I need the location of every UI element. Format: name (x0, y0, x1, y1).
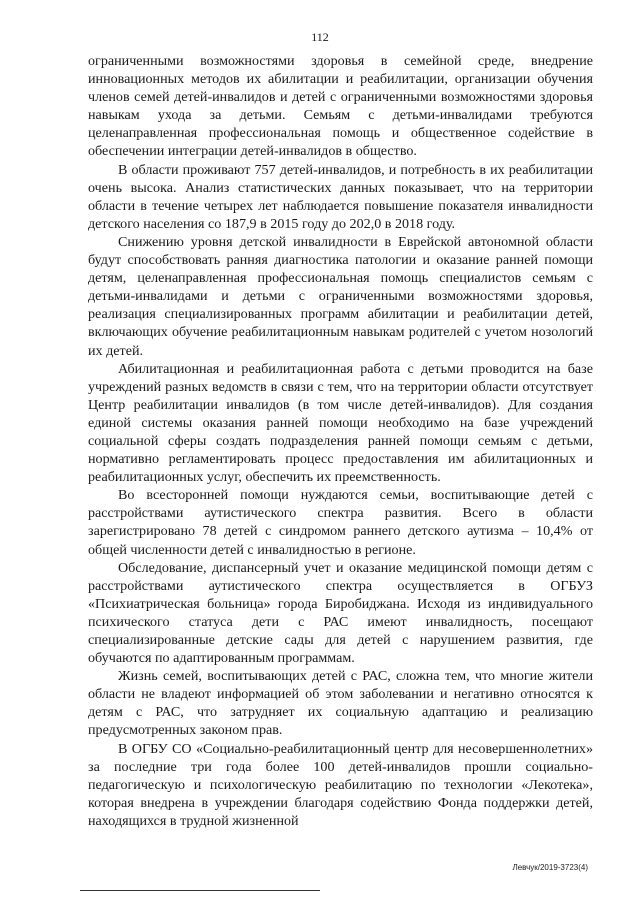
paragraph: В ОГБУ СО «Социально-реабилитационный центр для несовершеннолетних» за последние три года более 100 детей-инвалидов прошли социально-педагогическую и психологическую реабилитацию по технологии «Лекотека», которая внедрена в учреждении благодаря содействию Фонда поддержки детей, находящихся в трудной жизненной (88, 740, 593, 829)
paragraph: Снижению уровня детской инвалидности в Еврейской автономной области будут способствовать ранняя диагностика патологии и оказание ранней помощи детям, целенаправленная профессиональная помощь специалистов семьям с детьми-инвалидами и детьми с ограниченными возможностями здоровья, реализация специализированных программ абилитации и реабилитации детей, включающих обучение реабилитационным навыкам родителей с учетом нозологий их детей. (88, 233, 593, 359)
paragraph: В области проживают 757 детей-инвалидов, и потребность в их реабилитации очень высока. Анализ статистических данных показывает, что на территории области в течение четырех лет наблюдается повышение показателя инвалидности детского населения со 187,9 в 2015 году до 202,0 в 2018 году. (88, 161, 593, 232)
document-code: Левчук/2019-3723(4) (512, 863, 588, 872)
page-number: 112 (311, 30, 329, 44)
footer-divider (80, 890, 320, 891)
paragraph: Жизнь семей, воспитывающих детей с РАС, сложна тем, что многие жители области не владеют информацией об этом заболевании и негативно относятся к детям с РАС, что затрудняет их социальную адаптацию и реализацию предусмотренных законом прав. (88, 668, 593, 739)
paragraph: ограниченными возможностями здоровья в семейной среде, внедрение инновационных методов их абилитации и реабилитации, организации обучения членов семей детей-инвалидов и детей с ограниченными возможностями здоровья навыкам ухода за детьми. Семьям с детьми-инвалидами требуются целенаправленная профессиональная помощь и общественное содействие в обеспечении интеграции детей-инвалидов в общество. (88, 53, 593, 160)
paragraph: Во всесторонней помощи нуждаются семьи, воспитывающие детей с расстройствами аутистического спектра развития. Всего в области зарегистрировано 78 детей с синдромом раннего детского аутизма – 10,4% от общей численности детей с инвалидностью в регионе. (88, 487, 593, 558)
paragraph: Обследование, диспансерный учет и оказание медицинской помощи детям с расстройствами аутистического спектра осуществляется в ОГБУЗ «Психиатрическая больница» города Биробиджана. Исходя из индивидуального психического статуса дети с РАС имеют инвалидность, посещают специализированные детские сады для детей с нарушением развития, где обучаются по адаптированным программам. (88, 559, 593, 667)
paragraph: Абилитационная и реабилитационная работа с детьми проводится на базе учреждений разных ведомств в связи с тем, что на территории области отсутствует Центр реабилитации инвалидов (в том числе детей-инвалидов). Для создания единой системы оказания ранней помощи необходимо на базе учреждений социальной сферы создать подразделения ранней помощи семьям с детьми, нормативно регламентировать процесс предоставления им абилитационных и реабилитационных услуг, обеспечить их преемственность. (88, 360, 593, 486)
document-body (88, 52, 593, 830)
